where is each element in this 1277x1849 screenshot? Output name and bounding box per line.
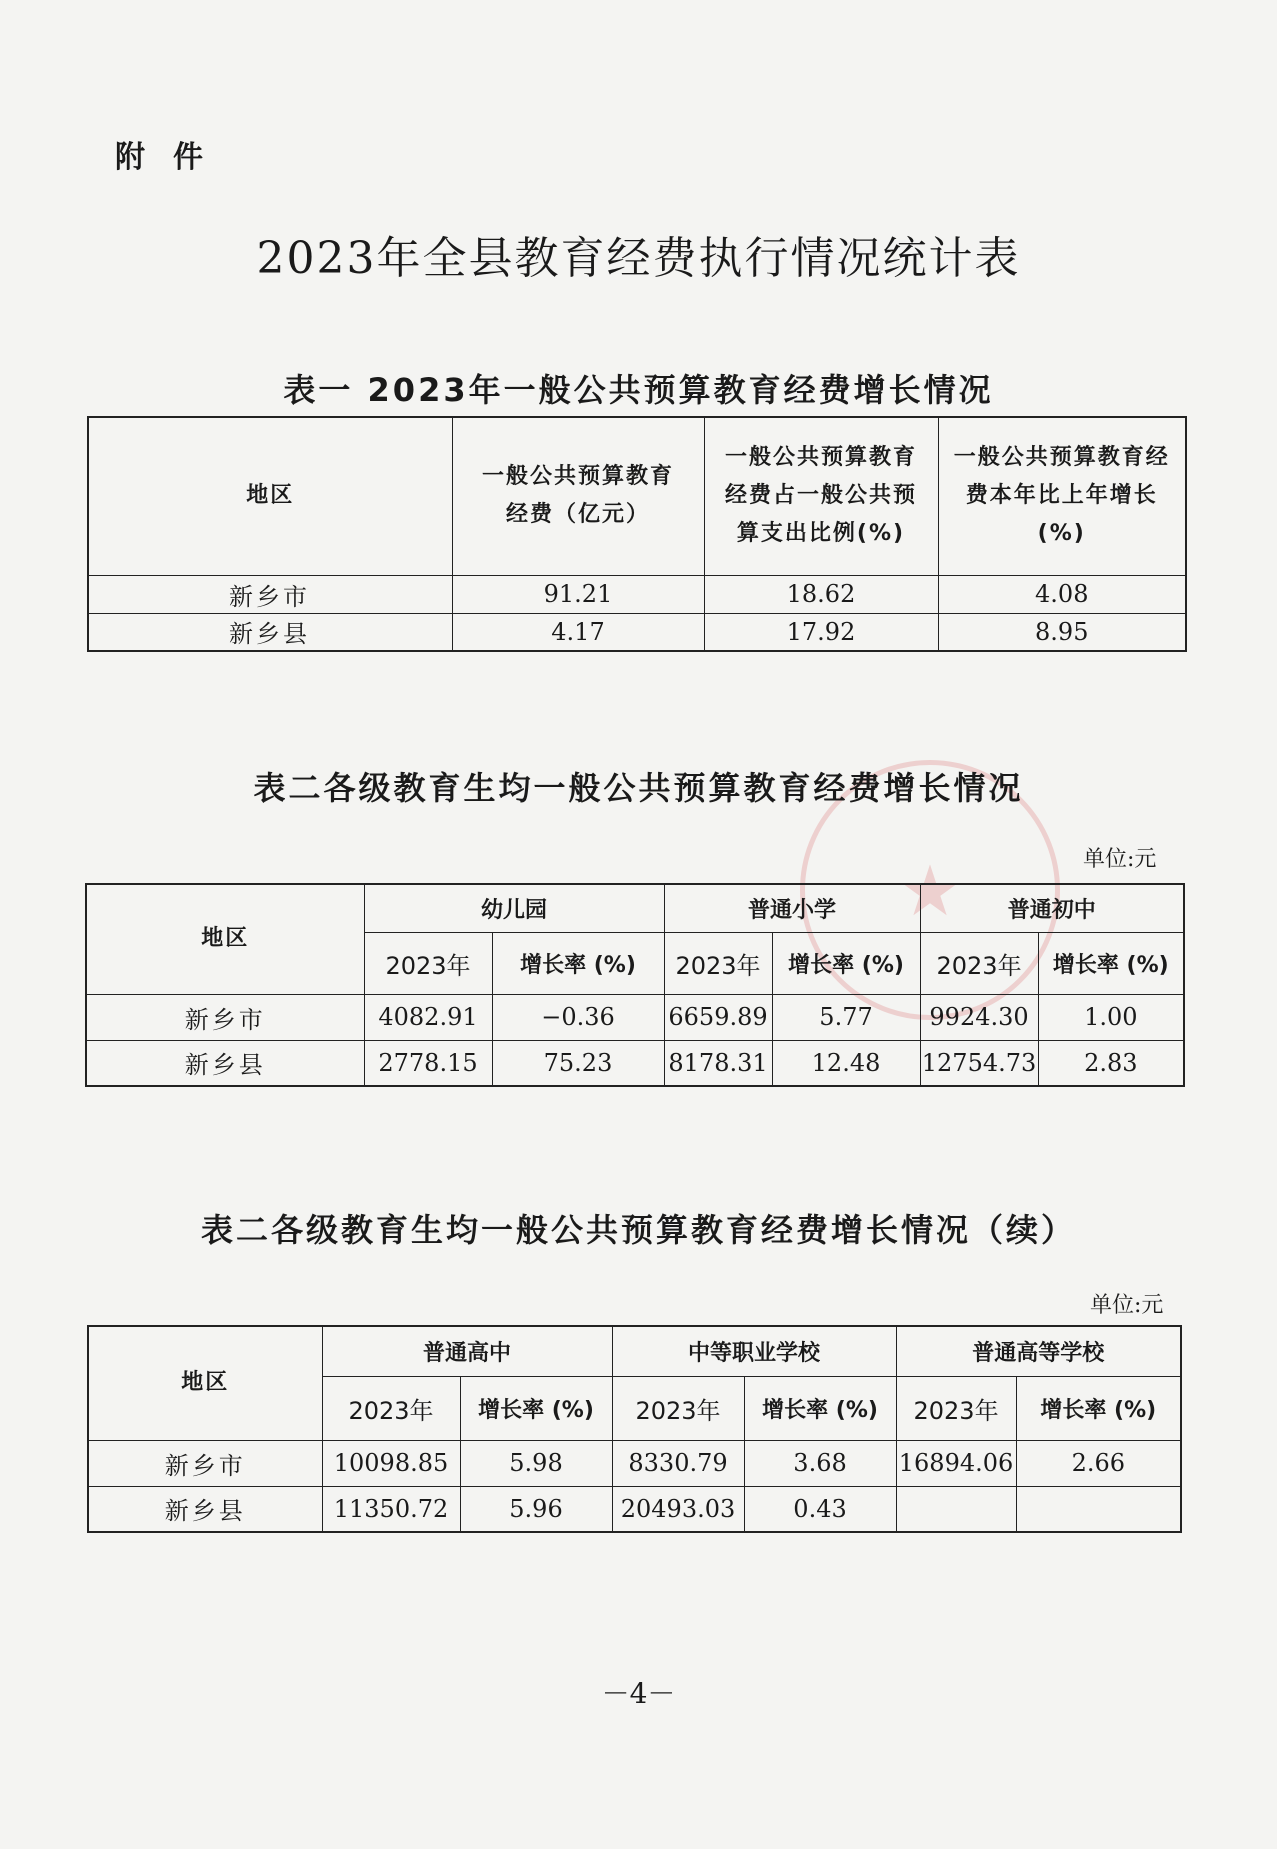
table2-group-kindergarten: 幼儿园 — [364, 884, 664, 932]
table2-unit: 单位:元 — [1083, 847, 1157, 872]
table2 — [85, 883, 1185, 1087]
table3-header-region: 地区 — [88, 1326, 322, 1440]
table2-group-junior: 普通初中 — [920, 884, 1184, 932]
table-cell: 2.83 — [1038, 1040, 1184, 1086]
table1-header-budget: 一般公共预算教育经费（亿元） — [452, 417, 704, 575]
table-cell: 5.98 — [460, 1440, 612, 1486]
table-cell: 0.43 — [744, 1486, 896, 1532]
table3 — [87, 1325, 1182, 1533]
table-cell: 20493.03 — [612, 1486, 744, 1532]
table-cell: 12754.73 — [920, 1040, 1038, 1086]
table-cell: 8330.79 — [612, 1440, 744, 1486]
table1-title: 表一 2023年一般公共预算教育经费增长情况 — [283, 371, 994, 409]
rate-header: 增长率 (%) — [460, 1376, 612, 1440]
table-cell: 4082.91 — [364, 994, 492, 1040]
table-cell: 4.17 — [452, 613, 704, 651]
table3-group-senior: 普通高中 — [322, 1326, 612, 1376]
table-cell: 8.95 — [938, 613, 1186, 651]
table2-group-row — [86, 884, 1184, 932]
region-cell: 新乡县 — [88, 1486, 322, 1532]
table-cell: 6659.89 — [664, 994, 772, 1040]
table3-group-row — [88, 1326, 1181, 1376]
region-cell: 新乡市 — [88, 1440, 322, 1486]
table-cell: 1.00 — [1038, 994, 1184, 1040]
table3-unit: 单位:元 — [1090, 1293, 1164, 1318]
year-header: 2023年 — [364, 932, 492, 994]
attachment-label: 附件 — [115, 140, 231, 175]
table-cell: 2.66 — [1016, 1440, 1181, 1486]
table-cell: 8178.31 — [664, 1040, 772, 1086]
table-cell: −0.36 — [492, 994, 664, 1040]
table-row — [88, 613, 1186, 651]
table-cell: 5.77 — [772, 994, 920, 1040]
table-cell — [896, 1486, 1016, 1532]
table2-title: 表二各级教育生均一般公共预算教育经费增长情况 — [253, 769, 1024, 807]
seal-star-icon: ★ — [898, 850, 962, 932]
table1-header-row — [88, 417, 1186, 575]
table-cell: 10098.85 — [322, 1440, 460, 1486]
table-row — [86, 1040, 1184, 1086]
table1-header-ratio: 一般公共预算教育经费占一般公共预算支出比例(%) — [704, 417, 938, 575]
table-cell: 5.96 — [460, 1486, 612, 1532]
table-cell: 16894.06 — [896, 1440, 1016, 1486]
table-cell: 11350.72 — [322, 1486, 460, 1532]
region-cell: 新乡县 — [88, 613, 452, 651]
table-row — [88, 575, 1186, 613]
year-header: 2023年 — [322, 1376, 460, 1440]
table3-group-higher: 普通高等学校 — [896, 1326, 1181, 1376]
table3-title: 表二各级教育生均一般公共预算教育经费增长情况（续） — [200, 1211, 1076, 1249]
table-row — [88, 1486, 1181, 1532]
table-cell: 18.62 — [704, 575, 938, 613]
year-header: 2023年 — [920, 932, 1038, 994]
table3-group-vocational: 中等职业学校 — [612, 1326, 896, 1376]
table1-header-region: 地区 — [88, 417, 452, 575]
region-cell: 新乡市 — [86, 994, 364, 1040]
table2-header-region: 地区 — [86, 884, 364, 994]
table-cell: 17.92 — [704, 613, 938, 651]
rate-header: 增长率 (%) — [772, 932, 920, 994]
table-row — [88, 1440, 1181, 1486]
rate-header: 增长率 (%) — [1038, 932, 1184, 994]
table-cell: 2778.15 — [364, 1040, 492, 1086]
table2-group-primary: 普通小学 — [664, 884, 920, 932]
table-cell: 75.23 — [492, 1040, 664, 1086]
table1 — [87, 416, 1187, 652]
main-title: 2023年全县教育经费执行情况统计表 — [256, 233, 1021, 284]
page-number: －4－ — [601, 1677, 676, 1710]
year-header: 2023年 — [896, 1376, 1016, 1440]
table-cell: 4.08 — [938, 575, 1186, 613]
year-header: 2023年 — [664, 932, 772, 994]
table-cell: 12.48 — [772, 1040, 920, 1086]
region-cell: 新乡县 — [86, 1040, 364, 1086]
table1-header-growth: 一般公共预算教育经费本年比上年增长(%) — [938, 417, 1186, 575]
rate-header: 增长率 (%) — [1016, 1376, 1181, 1440]
rate-header: 增长率 (%) — [744, 1376, 896, 1440]
table-cell: 91.21 — [452, 575, 704, 613]
table-cell: 3.68 — [744, 1440, 896, 1486]
table-row — [86, 994, 1184, 1040]
year-header: 2023年 — [612, 1376, 744, 1440]
table-cell — [1016, 1486, 1181, 1532]
table-cell: 9924.30 — [920, 994, 1038, 1040]
rate-header: 增长率 (%) — [492, 932, 664, 994]
region-cell: 新乡市 — [88, 575, 452, 613]
